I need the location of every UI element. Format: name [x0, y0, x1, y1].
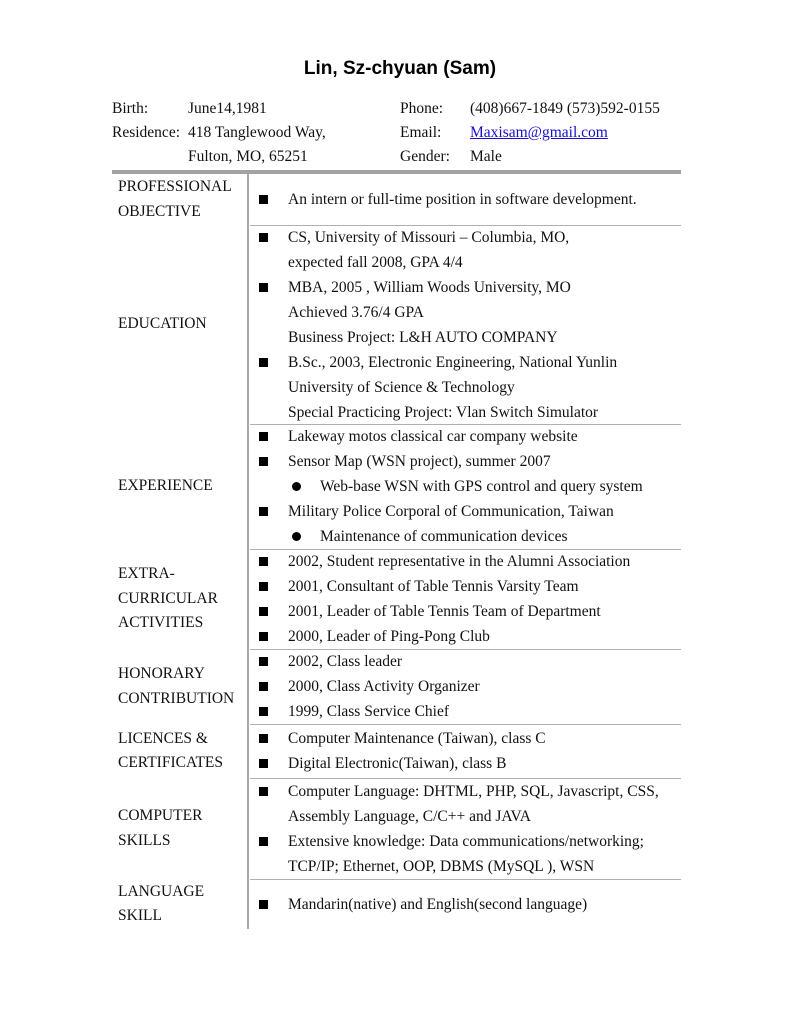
personal-info — [112, 97, 326, 169]
list-item — [250, 225, 681, 250]
list-item — [250, 599, 681, 624]
list-item — [250, 892, 681, 917]
square-bullet-icon — [259, 557, 268, 566]
birth-label: Birth: — [112, 100, 149, 117]
square-bullet-icon — [259, 707, 268, 716]
list-item-text: 2000, Leader of Ping-Pong Club — [288, 628, 490, 645]
section-body — [250, 879, 681, 929]
list-item-text: Military Police Corporal of Communication, Taiwan — [288, 503, 614, 520]
square-bullet-icon — [259, 632, 268, 641]
list-item — [250, 275, 681, 300]
list-item-text: Web-base WSN with GPS control and query system — [320, 478, 643, 495]
list-item-text: Computer Maintenance (Taiwan), class C — [288, 730, 546, 747]
list-item-text: University of Science & Technology — [288, 378, 515, 396]
section-label-line: CERTIFICATES — [118, 754, 223, 771]
list-item — [250, 779, 681, 804]
list-item — [250, 726, 681, 751]
list-item-continuation — [250, 400, 681, 425]
section-label — [118, 549, 248, 649]
section-body — [250, 549, 681, 649]
square-bullet-icon — [259, 432, 268, 441]
square-bullet-icon — [259, 582, 268, 591]
section-body — [250, 778, 681, 879]
section-label-line: LANGUAGE — [118, 882, 205, 900]
square-bullet-icon — [259, 195, 268, 204]
residence-line1: 418 Tanglewood Way, — [188, 124, 326, 141]
section-label-line: CURRICULAR — [118, 589, 218, 607]
list-item — [250, 499, 681, 524]
section-label-line: SKILL — [118, 907, 162, 924]
list-item-text: 2002, Student representative in the Alumni Association — [288, 553, 631, 570]
section-label-line: PROFESSIONAL — [118, 178, 232, 195]
section-label — [118, 174, 248, 225]
square-bullet-icon — [259, 233, 268, 242]
list-item — [250, 524, 681, 549]
square-bullet-icon — [259, 657, 268, 666]
section-objective — [112, 174, 681, 225]
section-body — [250, 724, 681, 778]
section-label-line: SKILLS — [118, 831, 171, 849]
section-language-skill — [112, 879, 681, 929]
list-item-continuation — [250, 250, 681, 275]
list-item — [250, 649, 681, 674]
section-label-line: OBJECTIVE — [118, 202, 201, 220]
list-item — [250, 449, 681, 474]
list-item — [250, 674, 681, 699]
phone-label: Phone: — [400, 100, 444, 117]
section-label-line: LICENCES & — [118, 729, 208, 747]
section-body — [250, 225, 681, 424]
list-item-text: MBA, 2005 , William Woods University, MO — [288, 278, 571, 296]
list-item-text: An intern or full-time position in software development. — [288, 191, 637, 208]
section-label-line: CONTRIBUTION — [118, 689, 235, 707]
square-bullet-icon — [259, 358, 268, 367]
section-experience — [112, 424, 681, 549]
section-honorary — [112, 649, 681, 724]
square-bullet-icon — [259, 787, 268, 796]
list-item-text: Mandarin(native) and English(second language) — [288, 895, 588, 913]
list-item-continuation — [250, 375, 681, 400]
square-bullet-icon — [259, 682, 268, 691]
contact-info — [400, 97, 660, 169]
list-item — [250, 350, 681, 375]
round-bullet-icon — [292, 532, 301, 541]
section-label — [118, 225, 248, 424]
list-item — [250, 699, 681, 724]
list-item-text: Achieved 3.76/4 GPA — [288, 303, 424, 321]
list-item-text: 1999, Class Service Chief — [288, 703, 450, 720]
list-item-text: Computer Language: DHTML, PHP, SQL, Javascript, CSS, — [288, 782, 659, 800]
section-label — [118, 424, 248, 549]
square-bullet-icon — [259, 759, 268, 768]
list-item-text: 2000, Class Activity Organizer — [288, 678, 480, 695]
section-label-line: EXTRA- — [118, 565, 175, 583]
list-item — [250, 574, 681, 599]
square-bullet-icon — [259, 457, 268, 466]
section-label — [118, 778, 248, 879]
email-label: Email: — [400, 124, 442, 141]
square-bullet-icon — [259, 283, 268, 292]
gender-label: Gender: — [400, 148, 450, 165]
phone-row — [400, 97, 660, 121]
section-education — [112, 225, 681, 424]
list-item-text: 2001, Leader of Table Tennis Team of Department — [288, 603, 601, 620]
section-body — [250, 174, 681, 225]
list-item — [250, 624, 681, 649]
resume-title: Lin, Sz-chyuan (Sam) — [303, 58, 497, 79]
email-link[interactable]: Maxisam@gmail.com — [470, 124, 608, 141]
list-item — [250, 549, 681, 574]
round-bullet-icon — [292, 482, 301, 491]
section-label — [118, 724, 248, 778]
list-item-text: Lakeway motos classical car company website — [288, 428, 578, 445]
list-item-text: TCP/IP; Ethernet, OOP, DBMS (MySQL ), WSN — [288, 857, 595, 875]
section-label — [118, 879, 248, 929]
square-bullet-icon — [259, 837, 268, 846]
list-item — [250, 474, 681, 499]
list-item-text: Sensor Map (WSN project), summer 2007 — [288, 453, 551, 470]
list-item — [250, 424, 681, 449]
residence-label: Residence: — [112, 124, 181, 141]
residence-line2: Fulton, MO, 65251 — [188, 148, 308, 165]
section-label-line: HONORARY — [118, 665, 205, 682]
section-label-line: ACTIVITIES — [118, 614, 204, 632]
gender-row — [400, 145, 660, 169]
gender-value: Male — [470, 148, 502, 165]
section-body — [250, 424, 681, 549]
square-bullet-icon — [259, 607, 268, 616]
birth-value: June14,1981 — [188, 100, 267, 117]
list-item-continuation — [250, 325, 681, 350]
list-item-text: Special Practicing Project: Vlan Switch Simulator — [288, 403, 599, 421]
section-label — [118, 649, 248, 724]
email-row — [400, 121, 660, 145]
list-item-continuation — [250, 804, 681, 829]
list-item — [250, 187, 681, 212]
residence-row-2 — [112, 145, 326, 169]
list-item-text: 2001, Consultant of Table Tennis Varsity Team — [288, 578, 579, 595]
list-item-text: Extensive knowledge: Data communications/networking; — [288, 832, 644, 850]
list-item-text: Business Project: L&H AUTO COMPANY — [288, 328, 558, 346]
section-label-line: EDUCATION — [118, 315, 207, 333]
square-bullet-icon — [259, 507, 268, 516]
list-item-text: 2002, Class leader — [288, 653, 403, 670]
list-item-continuation — [250, 300, 681, 325]
section-licences — [112, 724, 681, 778]
section-label-line: COMPUTER — [118, 807, 203, 824]
section-computer-skills — [112, 778, 681, 879]
list-item-text: B.Sc., 2003, Electronic Engineering, National Yunlin — [288, 353, 618, 371]
section-body — [250, 649, 681, 724]
square-bullet-icon — [259, 900, 268, 909]
section-extracurricular — [112, 549, 681, 649]
list-item-text: Digital Electronic(Taiwan), class B — [288, 755, 507, 772]
list-item-continuation — [250, 854, 681, 879]
birth-row — [112, 97, 326, 121]
list-item-text: Maintenance of communication devices — [320, 528, 568, 545]
list-item-text: expected fall 2008, GPA 4/4 — [288, 253, 463, 271]
section-label-line: EXPERIENCE — [118, 477, 213, 495]
list-item-text: Assembly Language, C/C++ and JAVA — [288, 807, 531, 825]
residence-row — [112, 121, 326, 145]
list-item — [250, 751, 681, 776]
list-item-text: CS, University of Missouri – Columbia, MO, — [288, 228, 570, 246]
list-item — [250, 829, 681, 854]
square-bullet-icon — [259, 734, 268, 743]
phone-value: (408)667-1849 (573)592-0155 — [470, 100, 660, 117]
